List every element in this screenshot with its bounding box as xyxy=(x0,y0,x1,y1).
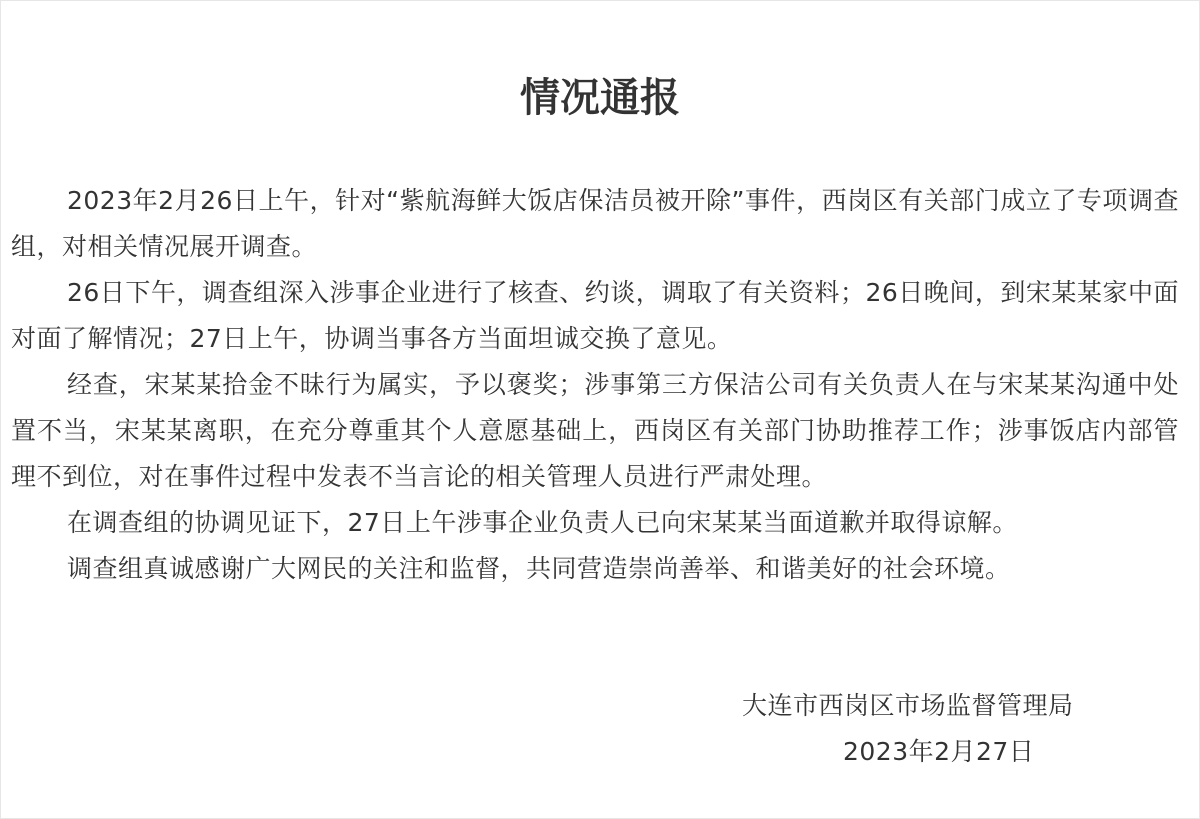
paragraph-investigation-start: 2023年2月26日上午，针对“紫航海鲜大饭店保洁员被开除”事件，西岗区有关部门成立了专项调查组，对相关情况展开调查。 xyxy=(11,186,1179,261)
paragraph-apology: 在调查组的协调见证下，27日上午涉事企业负责人已向宋某某当面道歉并取得谅解。 xyxy=(67,508,1018,537)
notice-title: 情况通报 xyxy=(520,75,680,121)
paragraph-investigation-process: 26日下午，调查组深入涉事企业进行了核查、约谈，调取了有关资料；26日晚间，到宋某某家中面对面了解情况；27日上午，协调当事各方当面坦诚交换了意见。 xyxy=(11,278,1179,353)
paragraph-thanks: 调查组真诚感谢广大网民的关注和监督，共同营造崇尚善举、和谐美好的社会环境。 xyxy=(67,554,1011,583)
signature-organization: 大连市西岗区市场监督管理局 xyxy=(742,691,1074,720)
signature-date: 2023年2月27日 xyxy=(843,737,1035,766)
paragraph-findings: 经查，宋某某拾金不昧行为属实，予以褒奖；涉事第三方保洁公司有关负责人在与宋某某沟通中处置不当，宋某某离职，在充分尊重其个人意愿基础上，西岗区有关部门协助推荐工作；涉事饭店内部管理不到位，对在事件过程中发表不当言论的相关管理人员进行严肃处理。 xyxy=(11,370,1179,491)
notice-body xyxy=(11,178,1179,592)
